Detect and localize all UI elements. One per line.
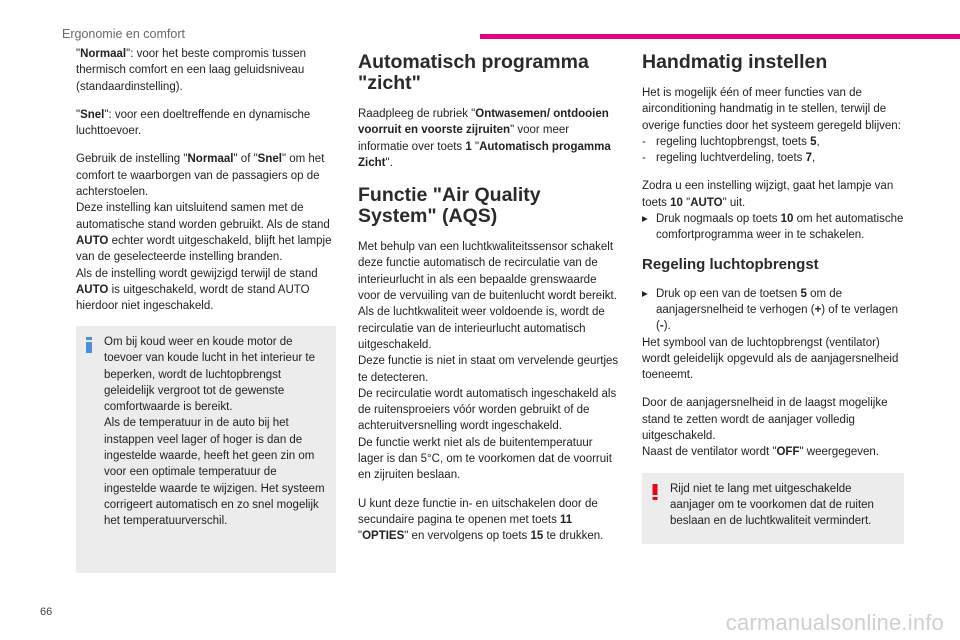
list-item: - regeling luchtopbrengst, toets 5, <box>642 135 820 148</box>
section-header: Ergonomie en comfort <box>62 27 185 41</box>
page-number: 66 <box>40 606 53 618</box>
warning-icon <box>652 484 658 500</box>
paragraph-aqs: Met behulp van een luchtkwaliteitssensor schakelt deze functie automatisch de recirculatie van de interieurlucht in als een bepaalde grenswaarde voor de vervuiling van de buitenlucht wordt bereikt. Als de luchtkwaliteit weer voldoende is, wordt de recirculatie van de interieurlucht automatisch uitgeschakeld. Deze functie is niet in staat om vervelende geurtjes te detecteren. De recirculatie wordt automatisch ingeschakeld als de ruitensproeiers vóór worden gebruikt of de achteruitversnelling wordt ingeschakeld. De functie werkt niet als de buitentemperatuur lager is dan 5°C, om te voorkomen dat de voorruit en zijruiten beslaan. <box>358 241 619 482</box>
list-item: - regeling luchtverdeling, toets 7, <box>642 152 816 165</box>
pointer-icon: ▸ <box>642 213 648 226</box>
paragraph-auto-lamp: Zodra u een instelling wijzigt, gaat het lampje van toets 10 "AUTO" uit. ▸ Druk nogmaals op toets 10 om het automatische comfortprogramma weer in te schakelen. <box>642 178 904 243</box>
paragraph-luchtopbrengst: ▸ Druk op een van de toetsen 5 om de aanjagersnelheid te verhogen (+) of te verlagen (-). Het symbool van de luchtopbrengst (ventilator) wordt geleidelijk opgevuld als de aanjagersnelheid toeneemt. <box>642 286 904 384</box>
paragraph-aanjager-off: Door de aanjagersnelheid in de laagst mogelijke stand te zetten wordt de aanjager volledig uitgeschakeld. Naast de ventilator wordt "OFF" weergegeven. <box>642 397 888 459</box>
column-right <box>642 46 904 544</box>
warning-text: Rijd niet te lang met uitgeschakelde aanjager om te voorkomen dat de ruiten beslaan en de luchtkwaliteit vermindert. <box>670 482 874 528</box>
paragraph-handmatig: Het is mogelijk één of meer functies van de airconditioning handmatig in te stellen, terwijl de overige functies door het systeem geregeld blijven: - regeling luchtopbrengst, toets 5, - regeling luchtverdeling, toets 7, <box>642 85 904 166</box>
heading-handmatig: Handmatig instellen <box>642 51 828 73</box>
paragraph-usage: Gebruik de instelling "Normaal" of "Snel" om het comfort te waarborgen van de passagiers op de achterstoelen. Deze instelling kan uitsluitend samen met de automatische stand worden gebruikt. Als de stand AUTO echter wordt uitgeschakeld, blijft het lampje van de geselecteerde instelling branden. Als de instelling wordt gewijzigd terwijl de stand AUTO is uitgeschakeld, wordt de stand AUTO hierdoor niet ingeschakeld. <box>76 153 332 313</box>
heading-auto-zicht: Automatisch programma "zicht" <box>358 51 589 94</box>
column-middle <box>358 46 620 557</box>
info-text: Om bij koud weer en koude motor de toevoer van koude lucht in het interieur te beperken, wordt de luchtopbrengst geleidelijk vergroot tot de gewenste comfortwaarde is bereikt. Als de temperatuur in de auto bij het instappen veel lager of hoger is dan de ingestelde waarde, heeft het geen zin om voor een optimale temperatuur de ingestelde waarde te wijzigen. Het systeem corrigeert automatisch en zo snel mogelijk het temperatuurverschil. <box>104 336 325 528</box>
heading-aqs: Functie "Air Quality System" (AQS) <box>358 184 541 228</box>
info-box <box>76 326 336 573</box>
paragraph-zicht: Raadpleeg de rubriek "Ontwasemen/ ontdooien voorruit en voorste zijruiten" voor meer informatie over toets 1 "Automatisch progamma Zicht". <box>358 108 611 169</box>
warning-box <box>642 473 904 544</box>
list-item: ▸ Druk nogmaals op toets 10 om het automatische comfortprogramma weer in te schakelen. <box>642 213 904 242</box>
heading-luchtopbrengst: Regeling luchtopbrengst <box>642 255 819 273</box>
paragraph-aqs-toggle: U kunt deze functie in- en uitschakelen door de secundaire pagina te openen met toets 11 "OPTIES" en vervolgens op toets 15 te drukken. <box>358 497 604 543</box>
info-icon <box>86 337 92 353</box>
pointer-icon: ▸ <box>642 287 648 300</box>
watermark: carmanualsonline.info <box>725 610 944 635</box>
paragraph-normaal: "Normaal": voor het beste compromis tussen thermisch comfort en een laag geluidsniveau (standaardinstelling). <box>76 48 306 93</box>
paragraph-snel: "Snel": voor een doeltreffende en dynamische luchttoevoer. <box>76 108 311 138</box>
accent-bar <box>480 34 960 39</box>
column-left <box>76 46 340 326</box>
list-item: ▸ Druk op een van de toetsen 5 om de aanjagersnelheid te verhogen (+) of te verlagen (-). <box>642 287 898 333</box>
